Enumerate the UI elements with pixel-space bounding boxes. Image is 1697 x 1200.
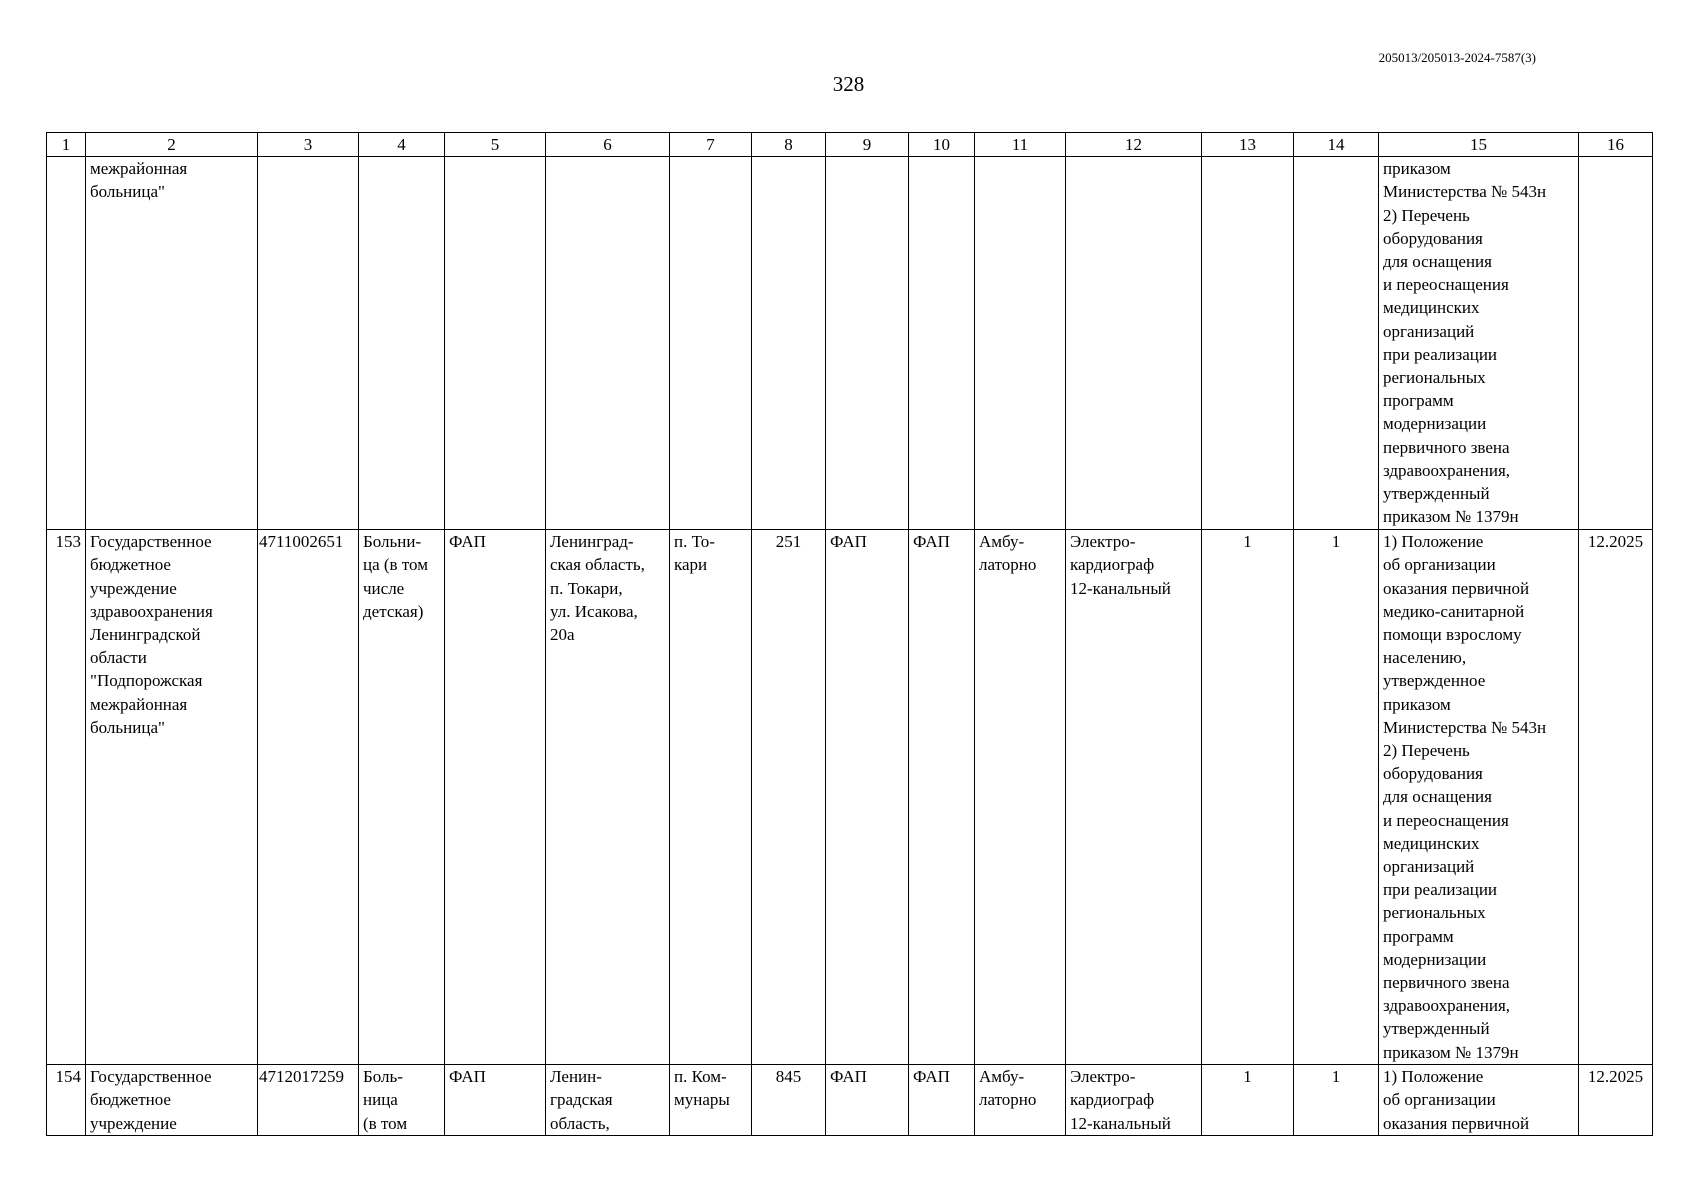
cell-population: 251 — [752, 530, 826, 1065]
column-number-row — [47, 133, 1653, 157]
col-header-15: 15 — [1379, 133, 1579, 157]
cell-inn: 4712017259 — [258, 1065, 359, 1136]
col-header-11: 11 — [975, 133, 1066, 157]
cell-settlement — [670, 157, 752, 530]
cell-qty-13: 1 — [1202, 1065, 1294, 1136]
cell-col-10 — [909, 157, 975, 530]
cell-legal-basis: 1) Положение об организации оказания первичной медико-санитарной помощи взрослому населению, утвержденное приказом Министерства № 543н 2) Перечень оборудования для оснащения и переоснащения медицинских организаций при реализации региональных программ модернизации первичного звена здравоохранения, утвержденный приказом № 1379н — [1379, 530, 1579, 1065]
cell-date — [1579, 157, 1653, 530]
cell-care-mode: Амбу- латорно — [975, 1065, 1066, 1136]
page-number: 328 — [832, 72, 865, 96]
col-header-4: 4 — [359, 133, 445, 157]
cell-facility-type — [359, 157, 445, 530]
table-row-continued — [47, 157, 1653, 530]
cell-equipment: Электро- кардиограф 12-канальный — [1066, 530, 1202, 1065]
cell-settlement: п. То- кари — [670, 530, 752, 1065]
cell-unit-type: ФАП — [445, 530, 546, 1065]
cell-legal-basis: 1) Положение об организации оказания первичной — [1379, 1065, 1579, 1136]
cell-col-10: ФАП — [909, 530, 975, 1065]
cell-col-9: ФАП — [826, 530, 909, 1065]
table-row-154 — [47, 1065, 1653, 1136]
col-header-16: 16 — [1579, 133, 1653, 157]
col-header-12: 12 — [1066, 133, 1202, 157]
col-header-9: 9 — [826, 133, 909, 157]
cell-row-number: 154 — [47, 1065, 86, 1136]
cell-facility-type: Больни- ца (в том числе детская) — [359, 530, 445, 1065]
document-id: 205013/205013-2024-7587(3) — [1378, 50, 1536, 65]
cell-qty-14: 1 — [1294, 530, 1379, 1065]
cell-population — [752, 157, 826, 530]
cell-organization: Государственное бюджетное учреждение здравоохранения Ленинградской области "Подпорожская межрайонная больница" — [86, 530, 258, 1065]
cell-inn: 4711002651 — [258, 530, 359, 1065]
cell-equipment: Электро- кардиограф 12-канальный — [1066, 1065, 1202, 1136]
col-header-8: 8 — [752, 133, 826, 157]
cell-facility-type: Боль- ница (в том — [359, 1065, 445, 1136]
cell-care-mode — [975, 157, 1066, 530]
cell-row-number: 153 — [47, 530, 86, 1065]
cell-unit-type: ФАП — [445, 1065, 546, 1136]
col-header-3: 3 — [258, 133, 359, 157]
cell-col-9 — [826, 157, 909, 530]
cell-settlement: п. Ком- мунары — [670, 1065, 752, 1136]
cell-address — [546, 157, 670, 530]
cell-inn — [258, 157, 359, 530]
cell-qty-13: 1 — [1202, 530, 1294, 1065]
cell-organization: Государственное бюджетное учреждение — [86, 1065, 258, 1136]
cell-address: Ленинград- ская область, п. Токари, ул. Исакова, 20а — [546, 530, 670, 1065]
col-header-6: 6 — [546, 133, 670, 157]
col-header-1: 1 — [47, 133, 86, 157]
cell-qty-14 — [1294, 157, 1379, 530]
cell-date: 12.2025 — [1579, 530, 1653, 1065]
cell-care-mode: Амбу- латорно — [975, 530, 1066, 1065]
col-header-7: 7 — [670, 133, 752, 157]
cell-organization: межрайонная больница" — [86, 157, 258, 530]
cell-address: Ленин- градская область, — [546, 1065, 670, 1136]
cell-legal-basis: приказом Министерства № 543н 2) Перечень оборудования для оснащения и переоснащения медицинских организаций при реализации региональных программ модернизации первичного звена здравоохранения, утвержденный приказом № 1379н — [1379, 157, 1579, 530]
cell-qty-13 — [1202, 157, 1294, 530]
cell-col-10: ФАП — [909, 1065, 975, 1136]
cell-qty-14: 1 — [1294, 1065, 1379, 1136]
cell-date: 12.2025 — [1579, 1065, 1653, 1136]
col-header-5: 5 — [445, 133, 546, 157]
col-header-10: 10 — [909, 133, 975, 157]
cell-unit-type — [445, 157, 546, 530]
data-table — [46, 132, 1653, 1136]
cell-population: 845 — [752, 1065, 826, 1136]
cell-equipment — [1066, 157, 1202, 530]
col-header-14: 14 — [1294, 133, 1379, 157]
col-header-13: 13 — [1202, 133, 1294, 157]
col-header-2: 2 — [86, 133, 258, 157]
cell-col-9: ФАП — [826, 1065, 909, 1136]
cell-row-number — [47, 157, 86, 530]
table-row-153 — [47, 530, 1653, 1065]
